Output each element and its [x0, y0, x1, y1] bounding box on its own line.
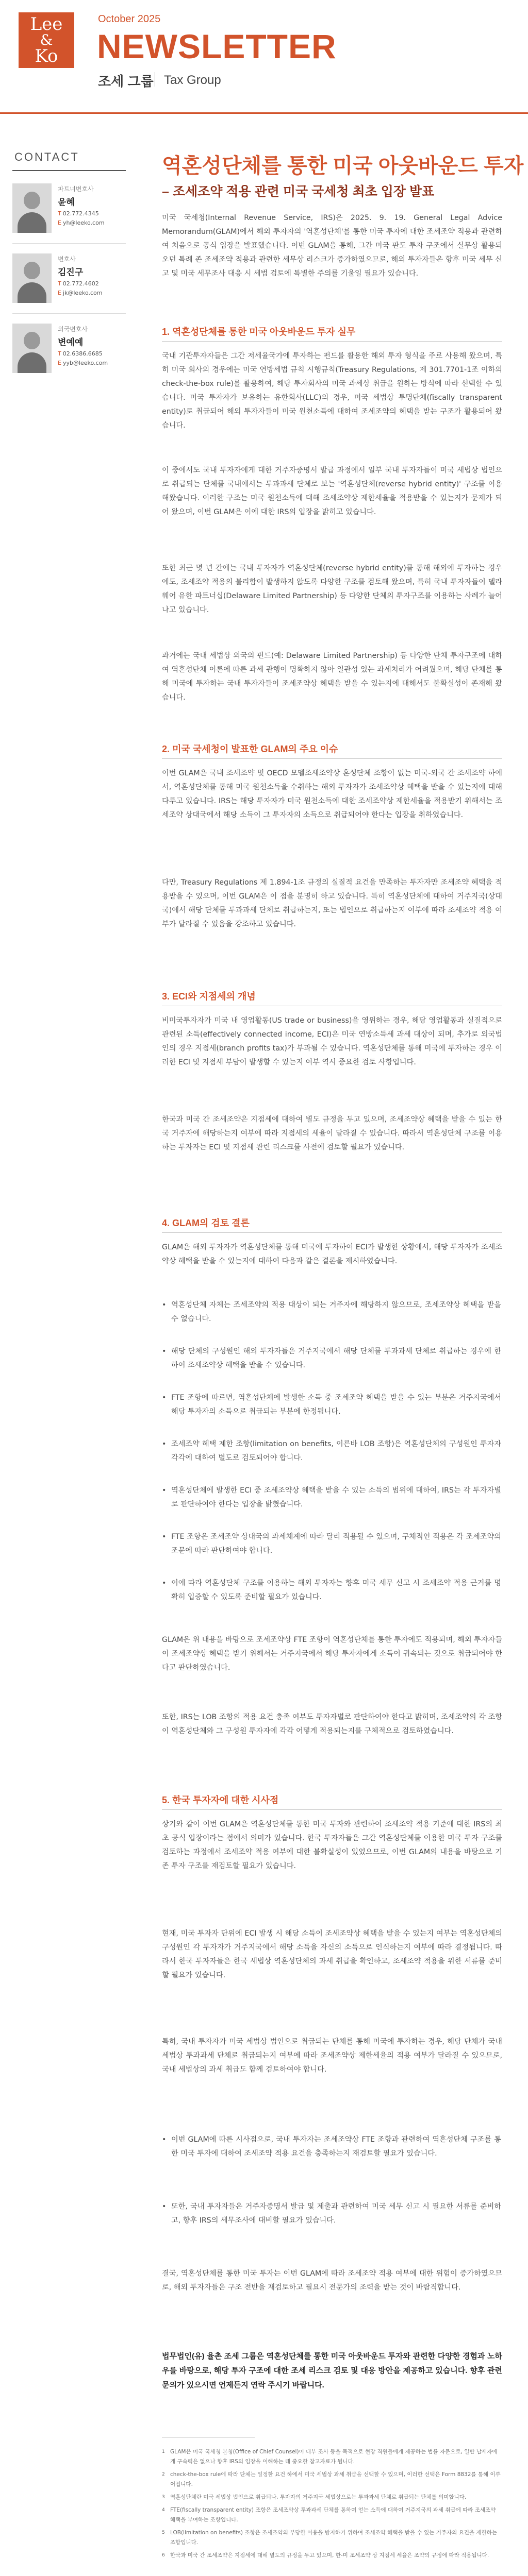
contact-role: 파트너변호사	[58, 185, 94, 193]
bullet-item: • 역혼성단체에 발생한 ECI 중 조세조약상 혜택을 받을 수 있는 소득의 범위에 대하여, IRS는 각 투자자별로 판단하여야 한다는 입장을 밝혔습니다.	[171, 1484, 501, 1512]
section-heading-3: 3. ECI와 지점세의 개념	[162, 989, 502, 1003]
firm-logo[interactable]	[19, 12, 74, 68]
footnote-item: 1 GLAM은 미국 국세청 본청(Office of Chief Counsel)이 내부 조사 등을 목적으로 현장 직원들에게 제공하는 법률 자문으로, 일반 납세자에게 구속력은 없으나 향후 IRS의 입장을 이해하는 데 중요한 참고자료가 됩니다.	[162, 2449, 498, 2465]
avatar	[12, 183, 52, 233]
bullet-item: • 역혼성단체 자체는 조세조약의 적용 대상이 되는 거주자에 해당하지 않으므로, 조세조약상 혜택을 받을 수 없습니다.	[171, 1298, 501, 1326]
article-title: 역혼성단체를 통한 미국 아웃바운드 투자	[162, 155, 524, 177]
header	[0, 0, 528, 114]
bullet-item: • FTE 조항에 따르면, 역혼성단체에 발생한 소득 중 조세조약 혜택을 받을 수 있는 부분은 거주지국에서 해당 투자자의 소득으로 취급되는 부분에 한정됩니다.	[171, 1391, 501, 1419]
contact-name: 윤혜	[58, 197, 75, 208]
footnote-item: 6 한국과 미국 간 조세조약은 지점세에 대해 별도의 규정을 두고 있으며, 한-미 조세조약 상 지점세 세율은 조약의 규정에 따라 적용됩니다.	[162, 2552, 489, 2558]
bullet-item: • 이에 따라 역혼성단체 구조를 이용하는 해외 투자자는 향후 미국 세무 신고 시 조세조약 적용 근거를 명확히 입증할 수 있도록 준비할 필요가 있습니다.	[171, 1577, 501, 1604]
logo-line2: Ko	[35, 46, 58, 66]
paragraph: 국내 기관투자자들은 그간 저세율국가에 투자하는 펀드를 활용한 해외 투자 형식을 주로 사용해 왔으며, 특히 미국 회사의 경우에는 미국 연방세법 규칙 시행규칙(Treasury Regulations, 제 301.7701-1조 이하의 check-the-box rule)를 활용하여, 해당 투자회사의 미국 과세상 취급을 원하는 방식에 따라 선택할 수 있습니다. 미국 투자자가 보유하는 유한회사(LLC)의 경우, 미국 세법상 투명단체(fiscally transparent entity)로 취급되어 해외 투자자들이 미국 원천소득에 대하여 조세조약의 혜택을 받는 구조가 활용되어 왔습니다.	[162, 352, 502, 430]
paragraph: 상기와 같이 이번 GLAM은 역혼성단체를 통한 미국 투자와 관련하여 조세조약 적용 기준에 대한 IRS의 최초 공식 입장이라는 점에서 의미가 있습니다. 한국 투자자들은 그간 역혼성단체를 이용한 미국 투자 구조를 검토하는 과정에서 조세조약 적용 여부에 대한 불확실성이 있었으므로, 이번 GLAM의 내용을 바탕으로 기존 투자 구조를 재검토할 필요가 있습니다.	[162, 1820, 502, 1870]
paragraph: 한국과 미국 간 조세조약은 지점세에 대하여 별도 규정을 두고 있으며, 조세조약상 혜택을 받을 수 있는 한국 거주자에 해당하는지 여부에 따라 지점세의 세율이 달라질 수 있습니다. 따라서 역혼성단체 구조를 이용하는 투자자는 ECI 및 지점세 관련 리스크를 사전에 검토할 필요가 있습니다.	[162, 1115, 502, 1151]
paragraph: 현재, 미국 투자자 단위에 ECI 발생 시 해당 소득이 조세조약상 혜택을 받을 수 있는지 여부는 역혼성단체의 구성원인 각 투자자가 거주지국에서 해당 소득을 자신의 소득으로 인식하는지 여부에 따라 결정됩니다. 따라서 한국 투자자들은 한국 세법상 역혼성단체의 과세 취급을 확인하고, 조세조약 적용을 위한 서류를 준비할 필요가 있습니다.	[162, 1929, 502, 1979]
section-heading-4: 4. GLAM의 검토 결론	[162, 1216, 502, 1229]
paragraph: GLAM은 해외 투자자가 역혼성단체를 통해 미국에 투자하여 ECI가 발생한 상황에서, 해당 투자자가 조세조약상 혜택을 받을 수 있는지에 대하여 다음과 같은 결론을 제시하였습니다.	[162, 1243, 502, 1265]
paragraph: GLAM은 위 내용을 바탕으로 조세조약상 FTE 조항이 역혼성단체를 통한 투자에도 적용되며, 해외 투자자들이 조세조약상 혜택을 받기 위해서는 거주지국에서 해당 투자자에게 소득이 귀속되는 것으로 취급되어야 한다고 판단하였습니다.	[162, 1636, 502, 1672]
contact-role: 변호사	[58, 256, 76, 263]
paragraph: 이번 GLAM은 국내 조세조약 및 OECD 모델조세조약상 혼성단체 조항이 없는 미국-외국 간 조세조약 하에서, 역혼성단체를 통해 미국 원천소득을 수취하는 해외 투자자가 조세조약상 혜택을 받을 수 있는지에 대해 다루고 있습니다. IRS는 해당 투자자가 미국 원천소득에 대한 조세조약상 제한세율을 적용받기 위해서는 조세조약 상대국에서 해당 소득이 그 투자자의 소득으로 취급되어야 한다는 입장을 취하였습니다.	[162, 769, 502, 819]
contact-tel: T 02.6386.6685	[58, 350, 103, 357]
newsletter-title: NEWSLETTER	[97, 27, 337, 65]
paragraph: 또한, IRS는 LOB 조항의 적용 요건 충족 여부도 투자자별로 판단하여야 한다고 밝히며, 조세조약의 각 조항이 역혼성단체와 그 구성원 투자자에 각각 어떻게 적용되는지를 구체적으로 검토하였습니다.	[162, 1713, 502, 1735]
contact-name: 변예예	[58, 337, 84, 348]
contact-name: 김진구	[58, 267, 84, 278]
paragraph: 다만, Treasury Regulations 제 1.894-1조 규정의 실질적 요건을 만족하는 투자자만 조세조약 혜택을 적용받을 수 있으며, 이번 GLAM은 이 점을 분명히 하고 있습니다. 특히 역혼성단체에 대하여 거주지국(상대국)에서 해당 단체를 투과과세 단체로 취급하는지, 또는 법인으로 취급하는지 여부에 따라 조세조약 적용 여부가 달라질 수 있음을 강조하고 있습니다.	[162, 878, 502, 928]
footnote-item: 3 역혼성단체란 미국 세법상 법인으로 취급되나, 투자자의 거주지국 세법상으로는 투과과세 단체로 취급되는 단체를 의미합니다.	[162, 2494, 467, 2500]
contact-tel: T 02.772.4345	[58, 210, 99, 217]
contact-heading: CONTACT	[14, 150, 79, 163]
contact-role: 외국변호사	[58, 326, 88, 333]
footnote-item: 2 check-the-box rule에 따라 단체는 일정한 요건 하에서 미국 세법상 과세 취급을 선택할 수 있으며, 이러한 선택은 Form 8832를 통해 이루어집니다.	[162, 2471, 501, 2487]
bullet-item: • 또한, 국내 투자자들은 거주자증명서 발급 및 제출과 관련하여 미국 세무 신고 시 필요한 서류를 준비하고, 향후 IRS의 세무조사에 대비할 필요가 있습니다.	[171, 2200, 501, 2228]
issue-date: October 2025	[98, 13, 161, 25]
bullet-item: • 조세조약 혜택 제한 조항(limitation on benefits, 이른바 LOB 조항)은 역혼성단체의 구성원인 투자자 각각에 대하여 별도로 검토되어야 합니다.	[171, 1437, 501, 1465]
avatar	[12, 324, 52, 373]
contact-email[interactable]: E yyb@leeko.com	[58, 360, 108, 366]
group-name: Tax Group	[164, 73, 221, 87]
section-heading-2: 2. 미국 국세청이 발표한 GLAM의 주요 이슈	[162, 742, 502, 755]
contact-divider	[12, 243, 126, 244]
bullet-item: • FTE 조항은 조세조약 상대국의 과세체계에 따라 달리 적용될 수 있으며, 구체적인 적용은 각 조세조약의 조문에 따라 판단하여야 합니다.	[171, 1530, 501, 1558]
article-subtitle: – 조세조약 적용 관련 미국 국세청 최초 입장 발표	[162, 184, 435, 199]
team-name: 조세 그룹	[98, 74, 154, 89]
paragraph: 특히, 국내 투자자가 미국 세법상 법인으로 취급되는 단체를 통해 미국에 투자하는 경우, 해당 단체가 국내 세법상 투과과세 단체로 취급되는지 여부에 따라 조세조약상 제한세율의 적용 여부가 달라질 수 있으므로, 국내 세법상의 과세 취급도 함께 검토하여야 합니다.	[162, 2038, 502, 2074]
intro-paragraph: 미국 국세청(Internal Revenue Service, IRS)은 2025. 9. 19. General Legal Advice Memorandum(GLAM)에서 해외 투자자의 '역혼성단체'를 통한 미국 투자에 대한 조세조약 적용과 관련하여 처음으로 공식 입장을 발표했습니다. 이번 GLAM을 통해, 그간 미국 판도 투자 구조에서 실무상 활용되오던 특례 존 조세조약 적용과 관련한 세무상 리스크가 증가하였으므로, 해외 투자자들은 향후 미국 세무 신고 및 미국 세무조사 대응 시 세법 검토에 특별한 주의를 기울일 필요가 있습니다.	[162, 214, 502, 278]
paragraph: 비미국투자자가 미국 내 영업활동(US trade or business)을 영위하는 경우, 해당 영업활동과 실질적으로 관련된 소득(effectively connected income, ECI)은 미국 연방소득세 과세 대상이 되며, 추가로 외국법인의 경우 지점세(branch profits tax)가 부과될 수 있습니다. 역혼성단체를 통해 미국에 투자하는 경우 이러한 ECI 및 지점세 부담이 발생할 수 있는지 여부 역시 중요한 검토 사항입니다.	[162, 1016, 502, 1066]
contact-email[interactable]: E jk@leeko.com	[58, 290, 103, 296]
contact-divider	[12, 313, 126, 314]
section-heading-1: 1. 역혼성단체를 통한 미국 아웃바운드 투자 실무	[162, 325, 502, 338]
section-heading-5: 5. 한국 투자자에 대한 시사점	[162, 1793, 502, 1806]
paragraph: 이 중에서도 국내 투자자에게 대한 거주자증명서 발급 과정에서 일부 국내 투자자들이 미국 세법상 법인으로 취급되는 단체를 국내에서는 투과과세 단체로 보는 '역혼성단체(reverse hybrid entity)' 구조를 이용해왔습니다. 이러한 구조는 미국 원천소득에 대해 조세조약상 제한세율을 적용받을 수 있는지가 문제가 되어 왔으며, 이번 GLAM은 이에 대한 IRS의 입장을 밝히고 있습니다.	[162, 466, 502, 516]
footnote-item: 4 FTE(fiscally transparent entity) 조항은 조세조약상 투과과세 단체를 통하여 얻는 소득에 대하여 거주지국의 과세 취급에 따라 조세조약 혜택을 부여하는 조항입니다.	[162, 2507, 496, 2523]
contact-email[interactable]: E yh@leeko.com	[58, 219, 105, 226]
footnotes	[162, 2447, 502, 2564]
avatar	[12, 253, 52, 303]
paragraph: 결국, 역혼성단체를 통한 미국 투자는 이번 GLAM에 따라 조세조약 적용 여부에 대한 위험이 증가하였으므로, 해외 투자자들은 구조 전반을 재검토하고 필요시 전문가의 조력을 받는 것이 바람직합니다.	[162, 2269, 502, 2292]
logo-amp: &	[40, 31, 53, 48]
contact-tel: T 02.772.4602	[58, 280, 99, 287]
bullet-item: • 이번 GLAM에 따른 시사점으로, 국내 투자자는 조세조약상 FTE 조항과 관련하여 역혼성단체 구조를 통한 미국 투자에 대하여 조세조약 적용 요건을 충족하는지 재검토할 필요가 있습니다.	[171, 2133, 501, 2161]
closing-summary: 법무법인(유) 율촌 조세 그룹은 역혼성단체를 통한 미국 아웃바운드 투자와 관련한 다양한 경험과 노하우를 바탕으로, 해당 투자 구조에 대한 조세 리스크 검토 및 대응 방안을 제공하고 있습니다. 향후 관련 문의가 있으시면 언제든지 연락 주시기 바랍니다.	[162, 2352, 502, 2389]
bullet-item: • 해당 단체의 구성원인 해외 투자자들은 거주지국에서 해당 단체를 투과과세 단체로 취급하는 경우에 한하여 조세조약상 혜택을 받을 수 있습니다.	[171, 1345, 501, 1372]
paragraph: 과거에는 국내 세법상 외국의 펀드(예: Delaware Limited Partnership) 등 다양한 단체 투자구조에 대하여 역혼성단체 이론에 따른 과세 관행이 명확하지 않아 일관성 있는 과세처리가 어려웠으며, 해당 단체를 통해 미국에 투자하는 국내 투자자들이 조세조약상 혜택을 받을 수 있는지에 대해서도 불확실성이 존재해 왔습니다.	[162, 652, 502, 702]
paragraph: 또한 최근 몇 년 간에는 국내 투자자가 역혼성단체(reverse hybrid entity)를 통해 해외에 투자하는 경우에도, 조세조약 적용의 불리함이 발생하지 않도록 다양한 구조를 검토해 왔으며, 특히 국내 투자자들이 델라웨어 유한 파트너십(Delaware Limited Partnership) 등 다양한 단체의 투자구조를 이용하는 사례가 늘어나고 있습니다.	[162, 564, 502, 614]
header-rule	[0, 112, 528, 114]
contact-heading-rule	[12, 170, 126, 171]
logo-line1: Lee	[30, 14, 63, 35]
footnote-item: 5 LOB(limitation on benefits) 조항은 조세조약의 부당한 이용을 방지하기 위하여 조세조약 혜택을 받을 수 있는 거주자의 요건을 제한하는 조항입니다.	[162, 2530, 497, 2546]
